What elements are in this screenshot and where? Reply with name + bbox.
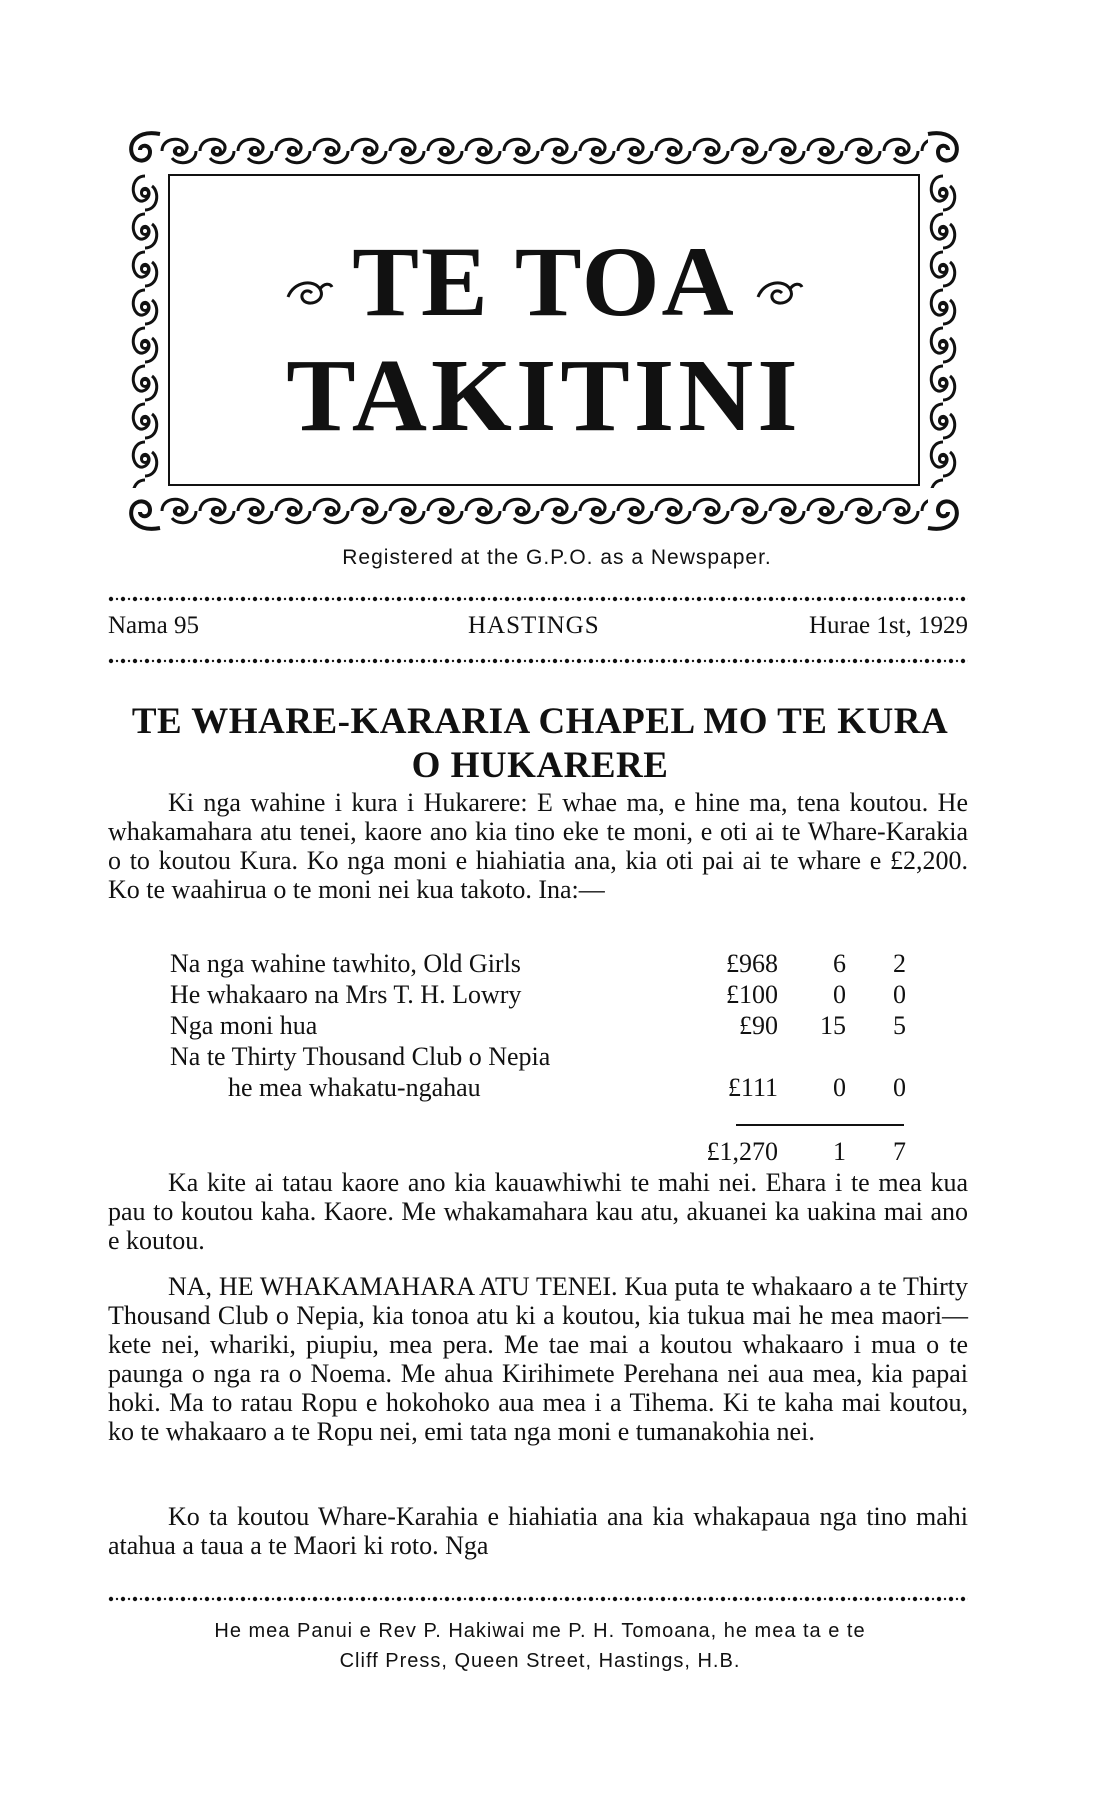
paragraph-3: NA, HE WHAKAMAHARA ATU TENEI. Kua puta te whakaaro a te Thirty Thousand Club o Nepia, kia tonoa atu ki a koutou, kia tukua mai he mea maori—kete nei, whariki, piupiu, mea pera. Me tae mai a koutou whakaaro i mua o te paunga o nga ra o Noema. Me ahua Kirihimete Perehana nei aua mea, kia papai hoki. Ma to ratau Ropu e hokohoko aua mea i a Tihema. Ki te kaha mai koutou, ko te whakaaro a te Ropu nei, emi tata nga moni e tumanakohia nei. <box>108 1272 968 1446</box>
masthead-title-line1 <box>124 226 964 337</box>
ledger-label: Na te Thirty Thousand Club o Nepia <box>170 1042 551 1071</box>
issue-info-row <box>108 612 968 644</box>
registration-note: Registered at the G.P.O. as a Newspaper. <box>342 546 772 569</box>
donations-ledger <box>170 948 910 1103</box>
footer-line1: He mea Panui e Rev P. Hakiwai me P. H. Tomoana, he mea ta e te <box>214 1620 866 1642</box>
headline-line1: TE WHARE-KARARIA CHAPEL MO TE KURA <box>131 701 949 742</box>
dotted-rule <box>108 596 968 602</box>
issue-date: Hurae 1st, 1929 <box>809 612 968 639</box>
ledger-pounds: £90 <box>739 1011 778 1040</box>
ledger-pence: 0 <box>893 980 906 1009</box>
corner-scroll-icon <box>924 494 964 534</box>
publisher-footer <box>100 1616 980 1676</box>
ledger-pence: 5 <box>893 1011 906 1040</box>
swirl-ornament-icon <box>284 275 334 309</box>
ledger-shillings: 0 <box>833 980 846 1009</box>
ornamental-border-top <box>160 134 928 168</box>
footer-line2: Cliff Press, Queen Street, Hastings, H.B. <box>339 1650 741 1672</box>
ledger-row <box>170 979 910 1010</box>
ledger-pounds: £968 <box>726 949 778 978</box>
ledger-row <box>170 1072 910 1103</box>
corner-scroll-icon <box>124 494 164 534</box>
ledger-label: he mea whakatu-ngahau <box>228 1073 481 1102</box>
ledger-shillings: 6 <box>833 949 846 978</box>
ledger-label: Nga moni hua <box>170 1011 318 1040</box>
paragraph-2: Ka kite ai tatau kaore ano kia kauawhiwhi te mahi nei. Ehara i te mea kua pau to koutou kaha. Kaore. Me whakamahara kau atu, akuanei ka uakina mai ano e koutou. <box>108 1168 968 1255</box>
ledger-total-pounds: £1,270 <box>706 1137 778 1166</box>
masthead <box>124 128 964 536</box>
ledger-label: He whakaaro na Mrs T. H. Lowry <box>170 980 522 1009</box>
headline-line2: O HUKARERE <box>411 745 669 786</box>
masthead-title-text: TE TOA <box>352 226 736 337</box>
ornamental-border-bottom <box>160 494 928 528</box>
ledger-total-shillings: 1 <box>833 1137 846 1166</box>
dotted-rule <box>108 658 968 664</box>
swirl-ornament-icon <box>754 275 804 309</box>
ledger-pence: 0 <box>893 1073 906 1102</box>
ledger-row <box>170 948 910 979</box>
ledger-shillings: 0 <box>833 1073 846 1102</box>
ledger-total-pence: 7 <box>893 1137 906 1166</box>
ledger-label: Na nga wahine tawhito, Old Girls <box>170 949 521 978</box>
corner-scroll-icon <box>924 128 964 168</box>
paragraph-4: Ko ta koutou Whare-Karahia e hiahiatia ana kia whakapaua nga tino mahi atahua a taua a te Maori ki roto. Nga <box>108 1502 968 1560</box>
ledger-row <box>170 1041 910 1072</box>
ledger-pence: 2 <box>893 949 906 978</box>
ledger-shillings: 15 <box>820 1011 846 1040</box>
corner-scroll-icon <box>124 128 164 168</box>
ledger-total-row <box>170 1136 910 1167</box>
ledger-total-rule <box>736 1124 904 1126</box>
dotted-rule <box>108 1596 968 1602</box>
paragraph-1: Ki nga wahine i kura i Hukarere: E whae ma, e hine ma, tena koutou. He whakamahara atu tenei, kaore ano kia tino eke te moni, e oti ai te Whare-Karakia o to koutou Kura. Ko nga moni e hiahiatia ana, kia oti pai ai te whare e £2,200. Ko te waahirua o te moni nei kua takoto. Ina:— <box>108 788 968 904</box>
ledger-pounds: £111 <box>727 1073 778 1102</box>
issue-place: HASTINGS <box>468 612 600 639</box>
ledger-pounds: £100 <box>726 980 778 1009</box>
ledger-row <box>170 1010 910 1041</box>
issue-number: Nama 95 <box>108 612 199 639</box>
article-headline <box>100 700 980 788</box>
masthead-title-line2: TAKITINI <box>286 338 802 453</box>
